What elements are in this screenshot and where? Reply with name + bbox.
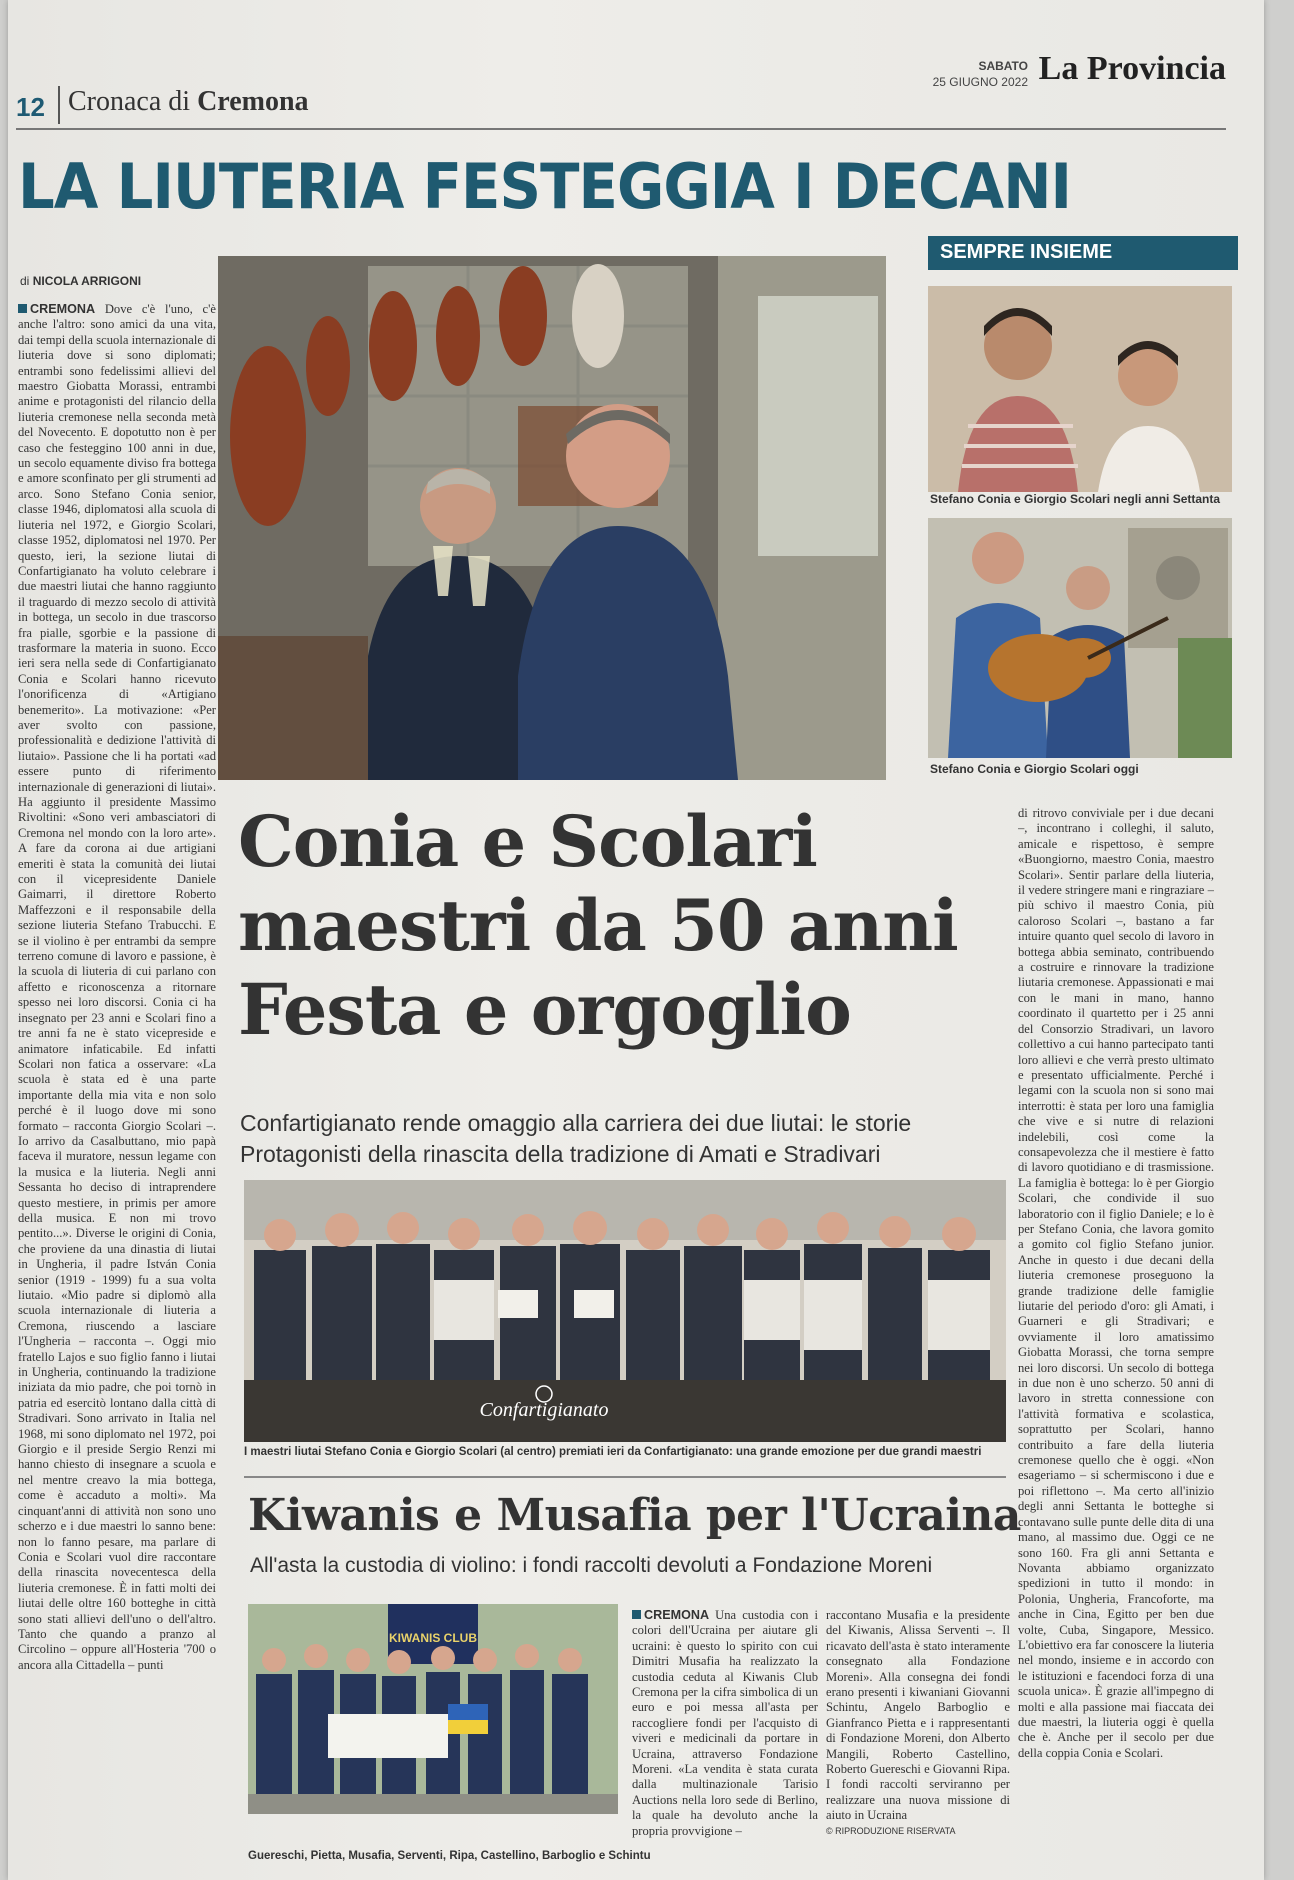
kiwanis-body-2: raccontano Musafia e la presidente del Kiwanis, Alissa Serventi –. Il ricavato dell'asta è stato interamente consegnato alla Fondazione Moreni». Alla consegna dei fondi erano presenti i kiwaniani Giovanni Schintu, Angelo Barboglio e Gianfranco Pietta e i rappresentanti di Fondazione Moreni, don Alberto Mangili, Roberto Castellino, Roberto Guereschi e Giovanni Ripa. I fondi raccolti serviranno per realizzare una nuova missione di aiuto in Ucraina (826, 1608, 1010, 1823)
section-title (68, 86, 309, 118)
confartigianato-sign: Confartigianato (479, 1399, 609, 1421)
kiwanis-location: CREMONA (632, 1608, 709, 1622)
kiwanis-title: Kiwanis e Musafia per l'Ucraina (248, 1490, 1021, 1541)
masthead: La Provincia (1038, 50, 1226, 87)
article-subtitle-line-1: Confartigianato rende omaggio alla carriera dei due liutai: le storie (240, 1110, 912, 1136)
article-body-left: Dove c'è l'uno, c'è anche l'altro: sono amici da una vita, dai tempi della scuola internazionale di liuteria dove si sono diplomati; entrambi sono fedelissimi allievi del maestro Giobatta Morassi, entrambi anime e protagonisti del rilancio della liuteria cremonese nella seconda metà del Novecento. E dopotutto non è per caso che festeggino 100 anni in due, un secolo equamente diviso fra bottega e amore sconfinato per gli strumenti ad arco. Sono Stefano Conia senior, classe 1946, diplomatosi alla scuola di liuteria nel 1972, e Giorgio Scolari, classe 1952, diplomatosi nel 1970. Per questo, ieri, la sezione liutai di Confartigianato ha voluto celebrare i due maestri liutai che hanno raggiunto il traguardo di mezzo secolo di attività in bottega, un secolo in due trascorso fra pialle, sgorbie e la passione di trasformare la materia in suono. Ecco ieri sera nella sede di Confartigianato Conia e Scolari hanno ricevuto l'onorificenza di «Artigiano benemerito». La motivazione: «Per aver svolto con passione, professionalità e dedizione l'attività di liutaio». Passione che li ha portati «ad essere punto di riferimento internazionale di generazioni di liutai». Ha aggiunto il presidente Massimo Rivoltini: «Sono veri ambasciatori di Cremona nel mondo con la loro arte». A fare da corona ai due artigiani emeriti è stata la comunità dei liutai con il vicepresidente Daniele Gaimarri, il direttore Roberto Maffezzoni e il responsabile della sezione liuteria Stefano Trabucchi. E se il violino è per entrambi da sempre terreno comune di lavoro e passione, è la scuola di liuteria di cui parlano con affetto e riconoscenza a ritornare spesso nei loro discorsi. Conia ci ha insegnato per 23 anni e Scolari fino a tre anni fa ne è stato vicepreside e animatore infaticabile. Ed infatti Scolari non fatica a osservare: «La scuola è stata ed è una parte importante della mia vita e non solo perché è il luogo dove mi sono formato – racconta Giorgio Scolari –. Io arrivo da Casalbuttano, mio papà faceva il muratore, nessun legame con la musica e la liuteria. Negli anni Sessanta ho deciso di intraprendere questo mestiere, in primis per amore della musica. E non mi trovo pentito...». Diverse le origini di Conia, che proviene da una dinastia di liutai in Ungheria, il padre István Conia senior (1919 - 1999) fu a sua volta liutaio. «Mio padre si diplomò alla scuola internazionale di liuteria a Cremona, riuscendo a lasciare l'Ungheria – racconta –. Oggi mio fratello Lajos e suo figlio fanno i liutai in Ungheria, continuando la tradizione iniziata da mio padre, che poi tornò in patria ed esercitò lontano dalla città di Stradivari. Sono arrivato in Italia nel 1968, mi sono diplomato nel 1972, poi Giorgio e il preside Sergio Renzi mi hanno chiesto di insegnare a scuola e nel mentre creavo la mia bottega, come è accaduto a molti». Ma cinquant'anni di attività non sono uno scherzo e i due maestri lo sanno bene: non lo fanno pesare, ma parlare di Conia e Scolari vuol dire raccontare della rinascita novecentesca della liuteria cremonese. È in fatti molti dei liutai delle oltre 160 botteghe in città sono stati allievi dell'uno o dell'altro. Tanto che quando a pranzo al Circolino – oppure all'Hosteria '700 o ancora alla Cittadella – punti (18, 302, 216, 1672)
kiwanis-photo (248, 1604, 618, 1814)
page-number-divider (58, 86, 60, 124)
article-title-line-3: Festa e orgoglio (238, 968, 851, 1051)
byline-name: NICOLA ARRIGONI (32, 274, 142, 288)
kiwanis-photo-caption: Guereschi, Pietta, Musafia, Serventi, Ripa, Castellino, Barboglio e Schintu (248, 1850, 651, 1862)
article-title-line-1: Conia e Scolari (238, 800, 817, 883)
group-photo-illustration (244, 1180, 1006, 1442)
sidebar-caption-seventies: Stefano Conia e Giorgio Scolari negli anni Settanta (930, 492, 1221, 506)
byline-prefix: di (20, 274, 30, 288)
sidebar-photo-seventies-illustration (928, 286, 1232, 492)
article-subtitle-line-2: Protagonisti della rinascita della tradizione di Amati e Stradivari (240, 1141, 881, 1167)
article-title-line-2: maestri da 50 anni (238, 884, 958, 967)
article-divider (244, 1476, 1006, 1478)
dateline-date: 25 GIUGNO 2022 (932, 75, 1028, 89)
sidebar-photo-seventies (928, 286, 1232, 492)
article-subtitle (240, 1108, 911, 1170)
main-photo-toast (218, 256, 886, 780)
kiwanis-photo-illustration (248, 1604, 618, 1814)
article-title (238, 800, 958, 1052)
section-prefix: Cronaca di (68, 86, 191, 117)
header-rule (16, 128, 1226, 130)
sidebar-label: SEMPRE INSIEME (928, 236, 1238, 270)
kiwanis-column-1 (632, 1608, 818, 1874)
group-photo-award (244, 1180, 1006, 1442)
page-headline: LA LIUTERIA FESTEGGIA I DECANI (18, 150, 1072, 223)
dateline-location: CREMONA (18, 302, 95, 316)
section-city: Cremona (197, 86, 309, 117)
kiwanis-body-1: Una custodia con i colori dell'Ucraina per aiutare gli ucraini: è questo lo spirito con cui Dimitri Musafia ha realizzato la custodia ceduta al Kiwanis Club Cremona per la cifra simbolica di un euro e poi messa all'asta per raccogliere fondi per l'acquisto di viveri e medicinali da portare in Ucraina, attraverso Fondazione Moreni. «La vendita è stata curata dalla multinazionale Tarisio Auctions nella loro sede di Berlino, la quale ha devoluto anche la propria provvigione – (632, 1608, 818, 1838)
sidebar-photo-today-illustration (928, 518, 1232, 758)
page-number: 12 (16, 92, 45, 122)
group-photo-caption: I maestri liutai Stefano Conia e Giorgio Scolari (al centro) premiati ieri da Confartigianato: una grande emozione per due grandi maestri (244, 1446, 982, 1458)
article-column-right: di ritrovo conviviale per i due decani –, incontrano i colleghi, il saluto, amicale e rispettoso, è sempre «Buongiorno, maestro Conia, maestro Scolari». Sentir parlare della liuteria, il vedere stringere mani e ringraziare – più schivo il maestro Conia, più caloroso Scolari –, bastano a far intuire quanto quel secolo di lavoro in bottega abbia seminato, contribuendo a costruire e rinnovare la tradizione liutaria cremonese. Appassionati e mai con le mani in mano, hanno coordinato il quartetto per i 25 anni del Consorzio Stradivari, un lavoro collettivo a cui hanno partecipato tanti loro allievi e che verrà presto ultimato e presentato ufficialmente. Perché i legami con la scuola non si sono mai interrotti: è stata per loro una famiglia che vive e si nutre di relazioni indelebili, così come la consapevolezza che il mestiere è fatto di lavoro quotidiano e di trasmissione. La famiglia è bottega: lo è per Giorgio Scolari, che condivide il suo laboratorio con il figlio Daniele; e lo è per Stefano Conia, che lavora gomito a gomito col figlio Stefano junior. Anche in questo i due decani della liuteria cremonese proseguono la grande tradizione delle famiglie liutarie del periodo d'oro: gli Amati, i Guarneri e gli Stradivari; e ovviamente il loro amatissimo Giobatta Morassi, che torna sempre nei loro discorsi. Un secolo di bottega in due non è uno scherzo. 50 anni di lavoro in stretta connessione con l'attività formativa e scolastica, soprattutto per Scolari, hanno contribuito a fare della liuteria cremonese quello che è oggi. «Non esageriamo – si schermiscono i due e poi riflettono –. Ma certo all'inizio degli anni Settanta le botteghe si contavano sulle punte delle dita di una mano, al massimo due. Oggi ce ne sono 160. Fra gli anni Settanta e Novanta abbiamo organizzato spedizioni in tutto il mondo: in Polonia, Ungheria, Francoforte, ma anche in Cina, Egitto per ben due volte, Cuba, Singapore, Messico. L'obiettivo era far conoscere la liuteria nel mondo, insieme e in accordo con le istituzioni e facendoci forza di una scuola unica». È grazie all'impegno di molti e alla passione mai fiaccata dei due maestri, la liuteria oggi è quella che è. Anche per il secolo per due della coppia Conia e Scolari. (1018, 806, 1214, 1760)
kiwanis-column-2 (826, 1608, 1010, 1874)
dateline-day: SABATO (978, 59, 1028, 73)
main-photo-illustration (218, 256, 886, 780)
reproduction-notice: © RIPRODUZIONE RISERVATA (826, 1825, 956, 1836)
sidebar-photo-today (928, 518, 1232, 758)
dateline (933, 58, 1028, 90)
sidebar-caption-today: Stefano Conia e Giorgio Scolari oggi (930, 762, 1139, 776)
article-column-left (18, 302, 216, 1874)
newspaper-page (8, 0, 1264, 1880)
byline (20, 274, 141, 288)
kiwanis-banner: KIWANIS CLUB (389, 1631, 477, 1645)
kiwanis-subtitle: All'asta la custodia di violino: i fondi raccolti devoluti a Fondazione Moreni (250, 1554, 933, 1577)
